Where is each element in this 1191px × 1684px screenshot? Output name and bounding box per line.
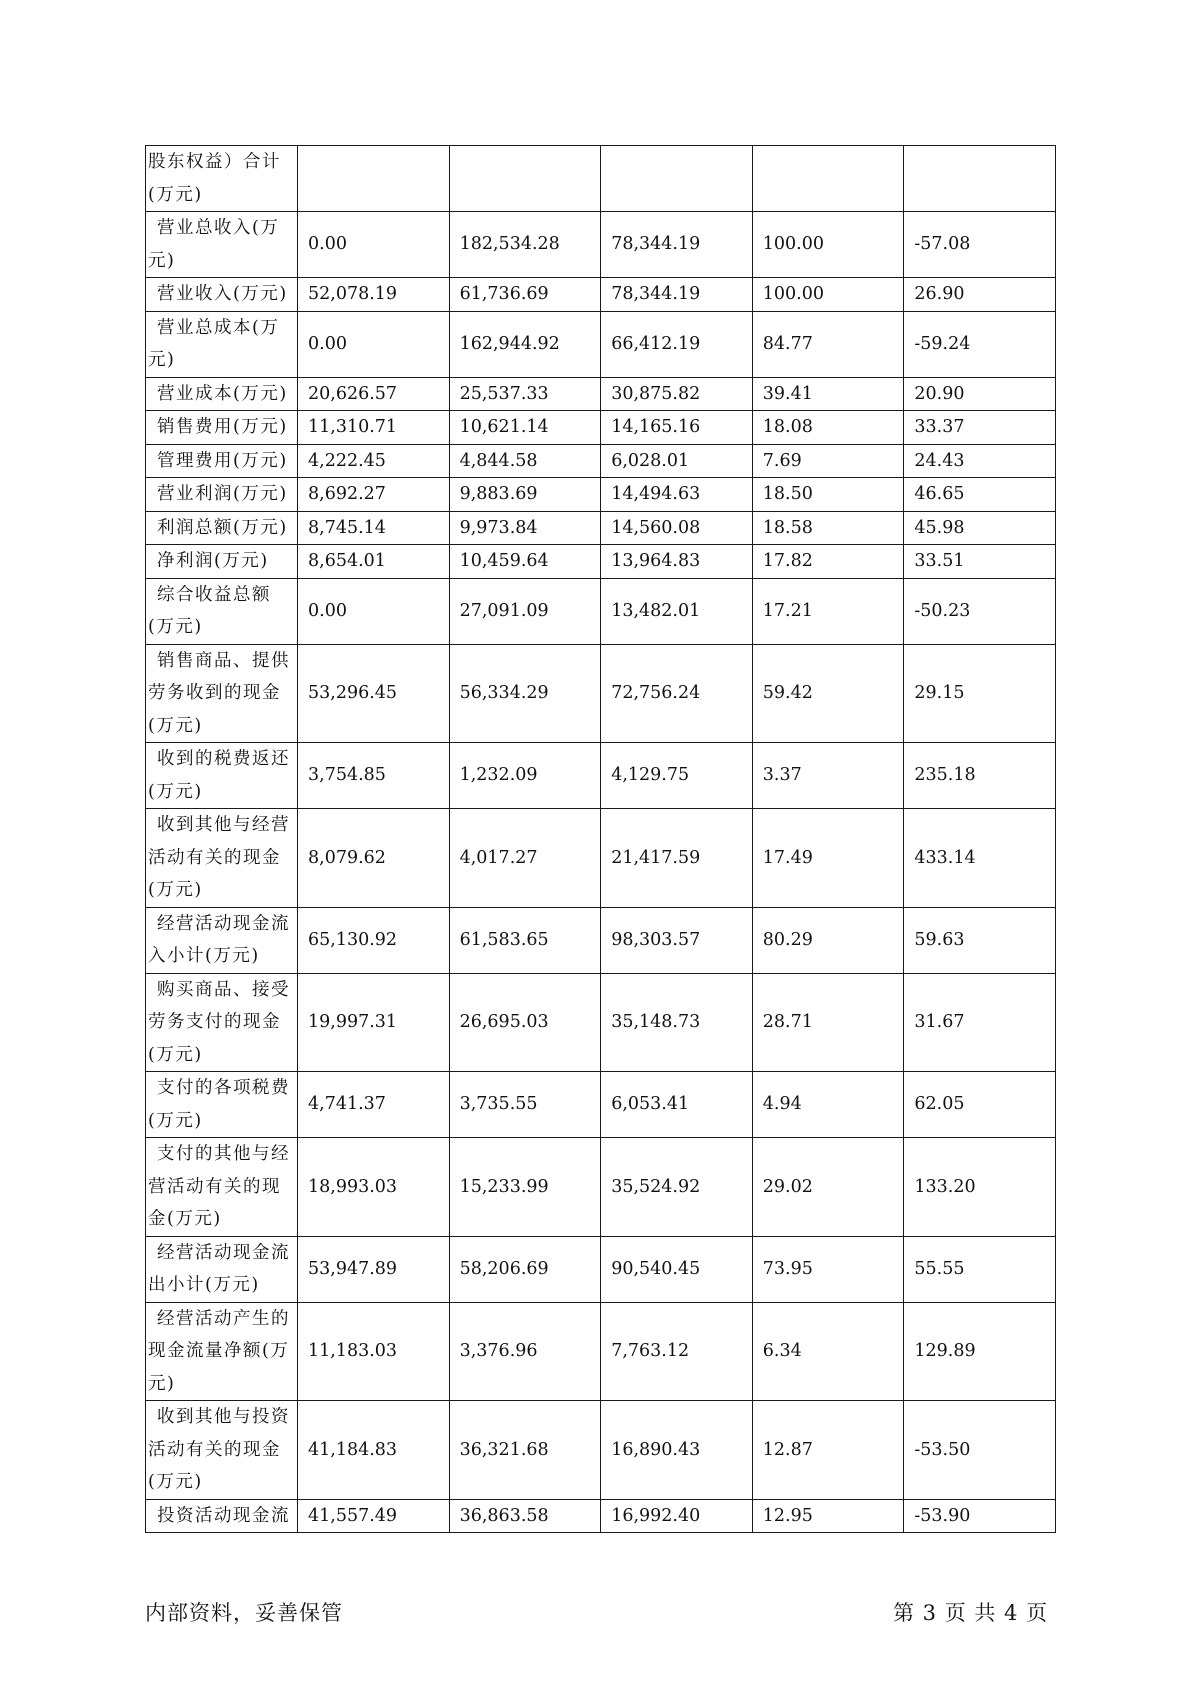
- value-cell: 3,735.55: [449, 1072, 601, 1138]
- value-cell: [298, 146, 450, 212]
- value-cell: -53.90: [904, 1499, 1056, 1533]
- value-cell: 20,626.57: [298, 377, 450, 411]
- value-cell: 35,148.73: [601, 973, 753, 1072]
- row-label: 营业利润(万元): [157, 484, 288, 504]
- row-label-cell: [146, 1302, 298, 1401]
- value-cell: 26,695.03: [449, 973, 601, 1072]
- value-cell: 17.82: [752, 545, 904, 579]
- value-cell: 7,763.12: [601, 1302, 753, 1401]
- value-cell: 14,560.08: [601, 511, 753, 545]
- row-label-cell: [146, 1138, 298, 1237]
- value-cell: 36,863.58: [449, 1499, 601, 1533]
- value-cell: 4,129.75: [601, 743, 753, 809]
- value-cell: 8,692.27: [298, 478, 450, 512]
- value-cell: 9,973.84: [449, 511, 601, 545]
- value-cell: 8,079.62: [298, 809, 450, 908]
- row-label-cell: [146, 973, 298, 1072]
- row-label: 经营活动现金流出小计(万元): [148, 1242, 290, 1295]
- value-cell: -50.23: [904, 578, 1056, 644]
- table-row: [146, 644, 1056, 743]
- value-cell: 20.90: [904, 377, 1056, 411]
- row-label: 收到其他与经营活动有关的现金(万元): [148, 815, 290, 900]
- value-cell: 66,412.19: [601, 311, 753, 377]
- table-row: [146, 212, 1056, 278]
- row-label-cell: [146, 1072, 298, 1138]
- row-label-cell: [146, 278, 298, 312]
- row-label-cell: [146, 644, 298, 743]
- table-row: [146, 478, 1056, 512]
- value-cell: -59.24: [904, 311, 1056, 377]
- value-cell: 25,537.33: [449, 377, 601, 411]
- value-cell: [904, 146, 1056, 212]
- row-label: 投资活动现金流: [157, 1505, 290, 1526]
- value-cell: 80.29: [752, 907, 904, 973]
- value-cell: 29.15: [904, 644, 1056, 743]
- value-cell: -57.08: [904, 212, 1056, 278]
- value-cell: 28.71: [752, 973, 904, 1072]
- value-cell: 8,745.14: [298, 511, 450, 545]
- value-cell: 31.67: [904, 973, 1056, 1072]
- row-label: 收到其他与投资活动有关的现金(万元): [148, 1407, 290, 1492]
- table-row: [146, 907, 1056, 973]
- value-cell: 58,206.69: [449, 1236, 601, 1302]
- row-label-cell: [146, 809, 298, 908]
- value-cell: 14,165.16: [601, 411, 753, 445]
- value-cell: 90,540.45: [601, 1236, 753, 1302]
- value-cell: 18,993.03: [298, 1138, 450, 1237]
- value-cell: 0.00: [298, 212, 450, 278]
- table-row: [146, 278, 1056, 312]
- row-label: 营业总收入(万元): [148, 218, 280, 271]
- row-label-cell: [146, 146, 298, 212]
- value-cell: 182,534.28: [449, 212, 601, 278]
- table-row: [146, 1236, 1056, 1302]
- row-label-cell: [146, 545, 298, 579]
- value-cell: 1,232.09: [449, 743, 601, 809]
- value-cell: 18.50: [752, 478, 904, 512]
- table-row: [146, 411, 1056, 445]
- value-cell: 11,310.71: [298, 411, 450, 445]
- value-cell: 39.41: [752, 377, 904, 411]
- value-cell: 0.00: [298, 578, 450, 644]
- row-label-cell: [146, 444, 298, 478]
- value-cell: 4,844.58: [449, 444, 601, 478]
- value-cell: 16,992.40: [601, 1499, 753, 1533]
- row-label: 销售费用(万元): [157, 417, 288, 437]
- value-cell: 235.18: [904, 743, 1056, 809]
- page-number: 第 3 页 共 4 页: [893, 1601, 1049, 1625]
- value-cell: 100.00: [752, 278, 904, 312]
- value-cell: 9,883.69: [449, 478, 601, 512]
- value-cell: 62.05: [904, 1072, 1056, 1138]
- table-row: [146, 1072, 1056, 1138]
- value-cell: 53,296.45: [298, 644, 450, 743]
- value-cell: 19,997.31: [298, 973, 450, 1072]
- table-row: [146, 1499, 1056, 1533]
- value-cell: 27,091.09: [449, 578, 601, 644]
- row-label: 经营活动现金流入小计(万元): [148, 913, 290, 966]
- value-cell: 6.34: [752, 1302, 904, 1401]
- value-cell: 45.98: [904, 511, 1056, 545]
- row-label-cell: [146, 311, 298, 377]
- financial-table-body: [146, 146, 1056, 1533]
- table-row: [146, 743, 1056, 809]
- row-label: 营业收入(万元): [157, 284, 288, 304]
- value-cell: [449, 146, 601, 212]
- row-label: 支付的各项税费(万元): [148, 1078, 290, 1131]
- value-cell: 33.37: [904, 411, 1056, 445]
- value-cell: 6,053.41: [601, 1072, 753, 1138]
- table-row: [146, 1302, 1056, 1401]
- value-cell: 3.37: [752, 743, 904, 809]
- financial-table: [145, 145, 1056, 1533]
- value-cell: 18.58: [752, 511, 904, 545]
- value-cell: 15,233.99: [449, 1138, 601, 1237]
- row-label: 支付的其他与经营活动有关的现金(万元): [148, 1144, 290, 1229]
- value-cell: 4,222.45: [298, 444, 450, 478]
- value-cell: 11,183.03: [298, 1302, 450, 1401]
- value-cell: 41,184.83: [298, 1401, 450, 1500]
- row-label-cell: [146, 212, 298, 278]
- value-cell: 433.14: [904, 809, 1056, 908]
- value-cell: 4.94: [752, 1072, 904, 1138]
- row-label: 管理费用(万元): [157, 450, 288, 471]
- value-cell: 78,344.19: [601, 212, 753, 278]
- value-cell: 13,964.83: [601, 545, 753, 579]
- value-cell: 100.00: [752, 212, 904, 278]
- row-label: 综合收益总额(万元): [148, 584, 271, 637]
- value-cell: 10,459.64: [449, 545, 601, 579]
- value-cell: 6,028.01: [601, 444, 753, 478]
- value-cell: 3,754.85: [298, 743, 450, 809]
- value-cell: 59.63: [904, 907, 1056, 973]
- row-label: 营业总成本(万元): [148, 317, 280, 370]
- row-label-cell: [146, 411, 298, 445]
- value-cell: 35,524.92: [601, 1138, 753, 1237]
- value-cell: 29.02: [752, 1138, 904, 1237]
- value-cell: 21,417.59: [601, 809, 753, 908]
- row-label: 股东权益）合计(万元): [148, 152, 281, 205]
- value-cell: 61,736.69: [449, 278, 601, 312]
- value-cell: 8,654.01: [298, 545, 450, 579]
- value-cell: 133.20: [904, 1138, 1056, 1237]
- value-cell: 65,130.92: [298, 907, 450, 973]
- table-row: [146, 578, 1056, 644]
- table-row: [146, 146, 1056, 212]
- table-row: [146, 545, 1056, 579]
- value-cell: 46.65: [904, 478, 1056, 512]
- confidential-notice: 内部资料，妥善保管: [145, 1601, 343, 1625]
- value-cell: 4,017.27: [449, 809, 601, 908]
- table-row: [146, 809, 1056, 908]
- value-cell: 10,621.14: [449, 411, 601, 445]
- value-cell: 17.49: [752, 809, 904, 908]
- table-row: [146, 377, 1056, 411]
- value-cell: 162,944.92: [449, 311, 601, 377]
- value-cell: 78,344.19: [601, 278, 753, 312]
- value-cell: 13,482.01: [601, 578, 753, 644]
- row-label-cell: [146, 1236, 298, 1302]
- value-cell: 0.00: [298, 311, 450, 377]
- row-label-cell: [146, 578, 298, 644]
- row-label: 净利润(万元): [157, 551, 269, 571]
- row-label: 销售商品、提供劳务收到的现金(万元): [148, 650, 290, 736]
- row-label: 经营活动产生的现金流量净额(万元): [148, 1308, 290, 1394]
- row-label-cell: [146, 1401, 298, 1500]
- row-label: 营业成本(万元): [157, 383, 288, 404]
- row-label: 购买商品、接受劳务支付的现金(万元): [148, 979, 290, 1065]
- value-cell: 129.89: [904, 1302, 1056, 1401]
- value-cell: 12.87: [752, 1401, 904, 1500]
- row-label-cell: [146, 907, 298, 973]
- value-cell: 61,583.65: [449, 907, 601, 973]
- value-cell: [752, 146, 904, 212]
- value-cell: 84.77: [752, 311, 904, 377]
- value-cell: 3,376.96: [449, 1302, 601, 1401]
- row-label-cell: [146, 1499, 298, 1533]
- value-cell: 73.95: [752, 1236, 904, 1302]
- value-cell: 36,321.68: [449, 1401, 601, 1500]
- value-cell: 55.55: [904, 1236, 1056, 1302]
- value-cell: -53.50: [904, 1401, 1056, 1500]
- table-row: [146, 973, 1056, 1072]
- row-label: 利润总额(万元): [157, 517, 288, 538]
- value-cell: 41,557.49: [298, 1499, 450, 1533]
- table-row: [146, 444, 1056, 478]
- value-cell: 33.51: [904, 545, 1056, 579]
- value-cell: 12.95: [752, 1499, 904, 1533]
- value-cell: 30,875.82: [601, 377, 753, 411]
- value-cell: 16,890.43: [601, 1401, 753, 1500]
- value-cell: 72,756.24: [601, 644, 753, 743]
- table-row: [146, 311, 1056, 377]
- row-label-cell: [146, 743, 298, 809]
- row-label: 收到的税费返还(万元): [148, 749, 290, 802]
- row-label-cell: [146, 377, 298, 411]
- row-label-cell: [146, 511, 298, 545]
- value-cell: 17.21: [752, 578, 904, 644]
- value-cell: 7.69: [752, 444, 904, 478]
- table-row: [146, 1138, 1056, 1237]
- value-cell: 18.08: [752, 411, 904, 445]
- value-cell: 98,303.57: [601, 907, 753, 973]
- value-cell: 4,741.37: [298, 1072, 450, 1138]
- table-row: [146, 1401, 1056, 1500]
- value-cell: 14,494.63: [601, 478, 753, 512]
- value-cell: 56,334.29: [449, 644, 601, 743]
- value-cell: [601, 146, 753, 212]
- row-label-cell: [146, 478, 298, 512]
- value-cell: 26.90: [904, 278, 1056, 312]
- value-cell: 59.42: [752, 644, 904, 743]
- value-cell: 52,078.19: [298, 278, 450, 312]
- value-cell: 24.43: [904, 444, 1056, 478]
- value-cell: 53,947.89: [298, 1236, 450, 1302]
- table-row: [146, 511, 1056, 545]
